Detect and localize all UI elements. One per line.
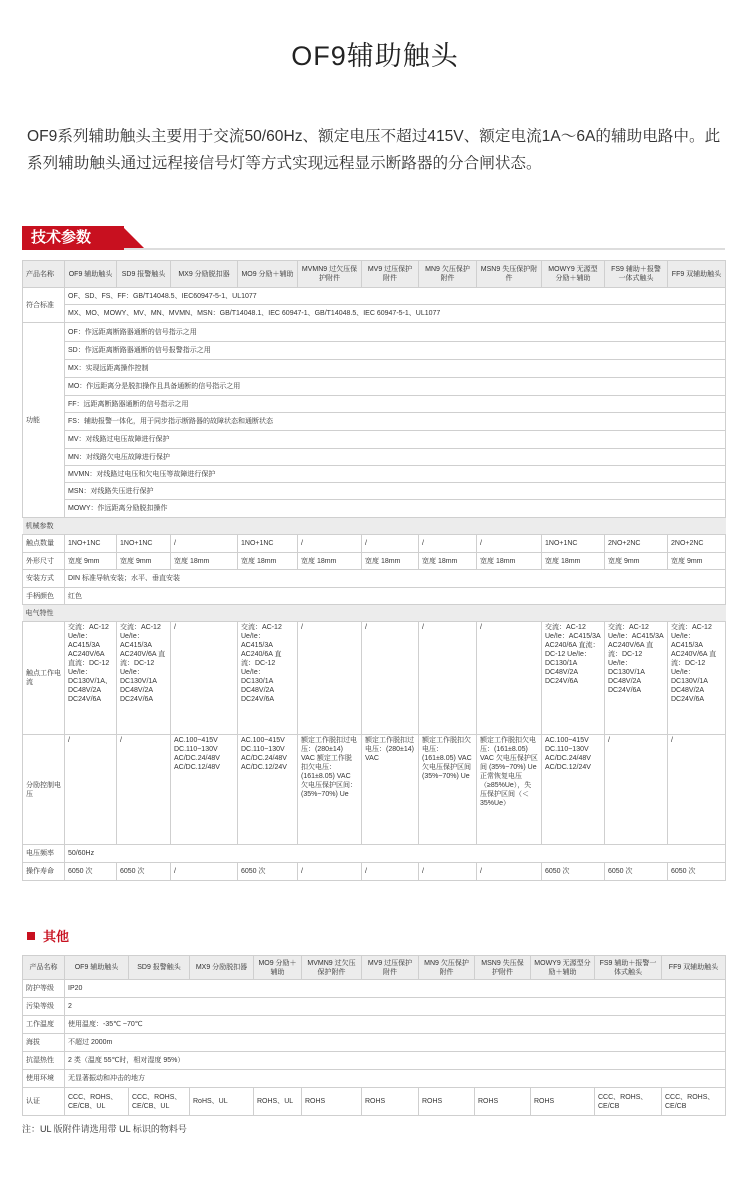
frequency-text: 50/60Hz <box>65 845 726 863</box>
mount-text: DIN 标准导轨安装；水平、垂直安装 <box>65 570 726 588</box>
column-header: MO9 分励＋辅助 <box>254 956 302 980</box>
certification-cell: ROHS <box>531 1088 595 1116</box>
column-header: MSN9 失压保护附件 <box>477 261 542 288</box>
operating-life-cell: 6050 次 <box>542 863 605 881</box>
column-header: SD9 报警触头 <box>129 956 190 980</box>
trip-voltage-cell: / <box>605 735 668 845</box>
table-row <box>23 396 726 413</box>
other-spec-table <box>22 955 726 1116</box>
work-current-cell: / <box>477 622 542 735</box>
certification-cell: ROHS、UL <box>254 1088 302 1116</box>
table-row <box>23 466 726 483</box>
tech-spec-table <box>22 260 726 881</box>
trip-voltage-cell: / <box>668 735 726 845</box>
certification-cell: CCC、ROHS、CE/CB、UL <box>129 1088 190 1116</box>
dimension-cell: 宽度 18mm <box>419 553 477 570</box>
dimension-cell: 宽度 9mm <box>605 553 668 570</box>
contact-count-cell: / <box>419 535 477 553</box>
dimension-cell: 宽度 18mm <box>542 553 605 570</box>
operating-life-cell: / <box>171 863 238 881</box>
column-header: FS9 辅助＋报警一体式触头 <box>595 956 662 980</box>
contact-count-cell: 2NO+2NC <box>668 535 726 553</box>
trip-voltage-cell: 额定工作脱扣过电压：(280±14) VAC 额定工作脱扣欠电压：(161±8.05) VAC 欠电压保护区间：(35%~70%) Ue <box>298 735 362 845</box>
operating-life-cell: 6050 次 <box>65 863 117 881</box>
table-header-row <box>23 956 726 980</box>
column-header: MVMN9 过欠压保护附件 <box>298 261 362 288</box>
contact-count-cell: 1NO+1NC <box>117 535 171 553</box>
table-row <box>23 980 726 998</box>
function-text: SD：作远距离断路器通断的信号报警指示之用 <box>65 342 726 360</box>
table-row <box>23 1088 726 1116</box>
work-current-cell: / <box>362 622 419 735</box>
row-value: 无显著振动和冲击的地方 <box>65 1070 726 1088</box>
trip-voltage-cell: 额定工作脱扣过电压：(280±14) VAC <box>362 735 419 845</box>
trip-voltage-cell: / <box>117 735 171 845</box>
certification-cell: ROHS <box>475 1088 531 1116</box>
operating-life-cell: / <box>362 863 419 881</box>
section-underline <box>124 248 725 250</box>
dimension-cell: 宽度 18mm <box>477 553 542 570</box>
dimension-cell: 宽度 9mm <box>117 553 171 570</box>
operating-life-cell: 6050 次 <box>238 863 298 881</box>
row-label: 功能 <box>23 323 65 518</box>
operating-life-cell: 6050 次 <box>117 863 171 881</box>
row-value: IP20 <box>65 980 726 998</box>
column-header: MOWY9 无源型分励＋辅助 <box>542 261 605 288</box>
dimension-cell: 宽度 9mm <box>668 553 726 570</box>
work-current-cell: / <box>298 622 362 735</box>
table-row <box>23 588 726 605</box>
column-header: FS9 辅助＋报警一体式触头 <box>605 261 668 288</box>
operating-life-cell: / <box>298 863 362 881</box>
trip-voltage-cell: 额定工作脱扣欠电压：(161±8.05) VAC 欠电压保护区间 (35%~70%) Ue <box>419 735 477 845</box>
function-text: MN：对线路欠电压故障进行保护 <box>65 449 726 466</box>
section-header-other <box>27 926 69 945</box>
column-header: MSN9 失压保护附件 <box>475 956 531 980</box>
row-value: 不超过 2000m <box>65 1034 726 1052</box>
work-current-cell: 交流：AC-12 Ue/Ie：AC415/3A AC240V/6A 直流：DC-12 Ue/Ie：DC130V/1A DC48V/2A DC24V/6A <box>605 622 668 735</box>
table-row <box>23 1070 726 1088</box>
contact-count-cell: 1NO+1NC <box>542 535 605 553</box>
row-label: 海拔 <box>23 1034 65 1052</box>
contact-count-cell: / <box>362 535 419 553</box>
column-header: OF9 辅助触头 <box>65 956 129 980</box>
column-header: MV9 过压保护附件 <box>362 261 419 288</box>
certification-cell: ROHS <box>302 1088 362 1116</box>
table-row <box>23 1016 726 1034</box>
row-label: 污染等级 <box>23 998 65 1016</box>
table-row <box>23 431 726 449</box>
function-text: MO：作远距离分是脱扣操作且具备通断的信号指示之用 <box>65 378 726 396</box>
function-text: MX：实现远距离操作控制 <box>65 360 726 378</box>
contact-count-cell: / <box>298 535 362 553</box>
table-row <box>23 449 726 466</box>
subheader-row <box>23 518 726 535</box>
operating-life-cell: 6050 次 <box>605 863 668 881</box>
column-header: FF9 双辅助触头 <box>668 261 726 288</box>
trip-voltage-cell: AC.100~415V DC.110~130V AC/DC.24/48V AC/DC.12/48V <box>171 735 238 845</box>
function-text: MSN：对线路失压进行保护 <box>65 483 726 500</box>
subheader-electrical: 电气特性 <box>23 605 726 622</box>
dimension-cell: 宽度 9mm <box>65 553 117 570</box>
column-header: OF9 辅助触头 <box>65 261 117 288</box>
column-header: 产品名称 <box>23 956 65 980</box>
row-value: 2 <box>65 998 726 1016</box>
certification-cell: CCC、ROHS、CE/CB <box>662 1088 726 1116</box>
trip-voltage-cell: AC.100~415V DC.110~130V AC/DC.24/48V AC/DC.12/24V <box>542 735 605 845</box>
operating-life-cell: / <box>477 863 542 881</box>
contact-count-cell: / <box>171 535 238 553</box>
table-row <box>23 500 726 518</box>
table-row <box>23 360 726 378</box>
certification-cell: ROHS <box>419 1088 475 1116</box>
contact-count-cell: 2NO+2NC <box>605 535 668 553</box>
table-header-row <box>23 261 726 288</box>
trip-voltage-cell: 额定工作脱扣欠电压：(161±8.05) VAC 欠电压保护区间 (35%~70%) Ue 正常恢复电压（≥85%Ue），失压保护区间（＜35%Ue） <box>477 735 542 845</box>
row-value: 2 类（温度 55℃时，相对湿度 95%） <box>65 1052 726 1070</box>
certification-cell: RoHS、UL <box>190 1088 254 1116</box>
certification-cell: CCC、ROHS、CE/CB <box>595 1088 662 1116</box>
row-label: 分励控制电压 <box>23 735 65 845</box>
section-title-other: 其他 <box>43 929 70 944</box>
column-header: MN9 欠压保护附件 <box>419 956 475 980</box>
column-header: MX9 分励脱扣器 <box>190 956 254 980</box>
column-header: MN9 欠压保护附件 <box>419 261 477 288</box>
column-header: MV9 过压保护附件 <box>362 956 419 980</box>
table-row <box>23 342 726 360</box>
function-text: MOWY：作远距离分励脱扣操作 <box>65 500 726 518</box>
certification-cell: ROHS <box>362 1088 419 1116</box>
table-row <box>23 413 726 431</box>
work-current-cell: 交流：AC-12 Ue/Ie：AC415/3A AC240V/6A 直流：DC-12 Ue/Ie：DC130V/1A DC48V/2A DC24V/6A <box>117 622 171 735</box>
table-row <box>23 535 726 553</box>
work-current-cell: 交流：AC-12 Ue/Ie：AC415/3A AC240V/6A 直流：DC-12 Ue/Ie：DC130V/1A、DC48V/2A DC24V/6A <box>65 622 117 735</box>
row-label: 抗湿热性 <box>23 1052 65 1070</box>
table-row <box>23 1052 726 1070</box>
dimension-cell: 宽度 18mm <box>238 553 298 570</box>
standard-text: OF、SD、FS、FF：GB/T14048.5、IEC60947-5-1、UL1077 <box>65 288 726 305</box>
column-header: MOWY9 无源型分励＋辅助 <box>531 956 595 980</box>
table-row <box>23 735 726 845</box>
table-row <box>23 622 726 735</box>
operating-life-cell: 6050 次 <box>668 863 726 881</box>
operating-life-cell: / <box>419 863 477 881</box>
table-row <box>23 305 726 323</box>
work-current-cell: 交流：AC-12 Ue/Ie：AC415/3A AC240/6A 直流：DC-12 Ue/Ie：DC130/1A DC48V/2A DC24V/6A <box>238 622 298 735</box>
dimension-cell: 宽度 18mm <box>171 553 238 570</box>
section-title-tech: 技术参数 <box>22 226 124 250</box>
table-row <box>23 570 726 588</box>
row-label: 手柄颜色 <box>23 588 65 605</box>
row-label: 工作温度 <box>23 1016 65 1034</box>
column-header: FF9 双辅助触头 <box>662 956 726 980</box>
contact-count-cell: 1NO+1NC <box>238 535 298 553</box>
function-text: FS：辅助报警一体化，用于同步指示断路器的故障状态和通断状态 <box>65 413 726 431</box>
work-current-cell: 交流：AC-12 Ue/Ie：AC415/3A AC240V/6A 直流：DC-12 Ue/Ie：DC130V/1A DC48V/2A DC24V/6A <box>668 622 726 735</box>
function-text: MV：对线路过电压故障进行保护 <box>65 431 726 449</box>
row-label: 使用环境 <box>23 1070 65 1088</box>
table-row <box>23 483 726 500</box>
dimension-cell: 宽度 18mm <box>362 553 419 570</box>
standard-text: MX、MO、MOWY、MV、MN、MVMN、MSN：GB/T14048.1、IEC 60947-1、GB/T14048.5、IEC 60947-5-1、UL1077 <box>65 305 726 323</box>
table-row <box>23 863 726 881</box>
row-label: 操作寿命 <box>23 863 65 881</box>
section-header-tech <box>22 226 725 250</box>
square-bullet-icon <box>27 932 35 940</box>
row-label: 符合标准 <box>23 288 65 323</box>
function-text: OF：作远距离断路器通断的信号指示之用 <box>65 323 726 342</box>
trip-voltage-cell: / <box>65 735 117 845</box>
page-title: OF9辅助触头 <box>291 41 459 71</box>
work-current-cell: / <box>171 622 238 735</box>
section-tab-corner <box>122 226 146 250</box>
column-header: SD9 报警触头 <box>117 261 171 288</box>
row-label: 外形尺寸 <box>23 553 65 570</box>
work-current-cell: / <box>419 622 477 735</box>
dimension-cell: 宽度 18mm <box>298 553 362 570</box>
contact-count-cell: / <box>477 535 542 553</box>
table-row <box>23 1034 726 1052</box>
function-text: FF：远距离断路器通断的信号指示之用 <box>65 396 726 413</box>
row-label: 触点工作电流 <box>23 622 65 735</box>
row-label: 安装方式 <box>23 570 65 588</box>
row-value: 使用温度：-35℃ ~70℃ <box>65 1016 726 1034</box>
table-row <box>23 845 726 863</box>
function-text: MVMN：对线路过电压和欠电压等故障进行保护 <box>65 466 726 483</box>
table-row <box>23 378 726 396</box>
trip-voltage-cell: AC.100~415V DC.110~130V AC/DC.24/48V AC/DC.12/24V <box>238 735 298 845</box>
work-current-cell: 交流：AC-12 Ue/Ie：AC415/3A AC240/6A 直流：DC-12 Ue/Ie：DC130/1A DC48V/2A DC24V/6A <box>542 622 605 735</box>
row-label: 电压频率 <box>23 845 65 863</box>
table-row <box>23 323 726 342</box>
footnote: 注：UL 版附件请选用带 UL 标识的物料号 <box>22 1124 187 1134</box>
handle-color-text: 红色 <box>65 588 726 605</box>
column-header: MVMN9 过欠压保护附件 <box>302 956 362 980</box>
intro-paragraph: OF9系列辅助触头主要用于交流50/60Hz、额定电压不超过415V、额定电流1A～6A的辅助电路中。此系列辅助触头通过远程接信号灯等方式实现远程显示断路器的分合闸状态。 <box>27 128 721 172</box>
column-header: MO9 分励＋辅助 <box>238 261 298 288</box>
subheader-mechanical: 机械参数 <box>23 518 726 535</box>
certification-cell: CCC、ROHS、CE/CB、UL <box>65 1088 129 1116</box>
table-row <box>23 288 726 305</box>
subheader-row <box>23 605 726 622</box>
table-row <box>23 553 726 570</box>
row-label: 认证 <box>23 1088 65 1116</box>
column-header: 产品名称 <box>23 261 65 288</box>
row-label: 触点数量 <box>23 535 65 553</box>
row-label: 防护等级 <box>23 980 65 998</box>
column-header: MX9 分励脱扣器 <box>171 261 238 288</box>
contact-count-cell: 1NO+1NC <box>65 535 117 553</box>
table-row <box>23 998 726 1016</box>
